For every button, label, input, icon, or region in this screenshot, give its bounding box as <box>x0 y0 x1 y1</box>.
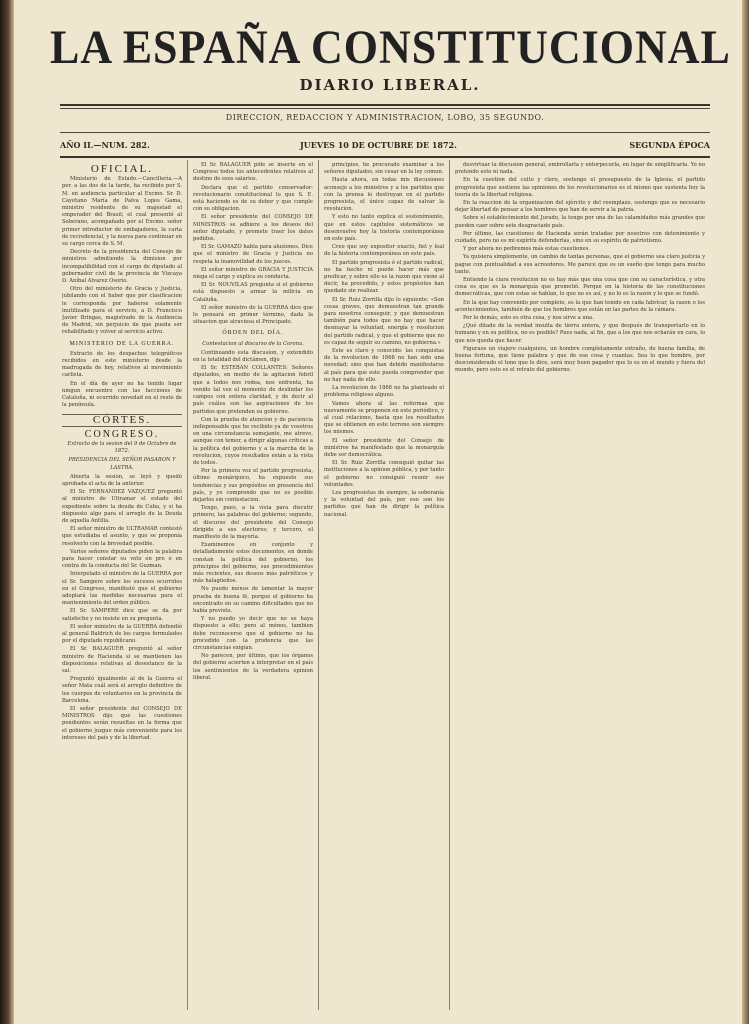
masthead <box>50 22 730 94</box>
article-paragraph: Este es claro y conocido: las conquistas de la revolucion de 1868 no han sido una novedad; sino que han debido manifestarse al país para que este pueda comprender que no hay nada de ello. <box>324 348 444 383</box>
section-subheading: Contestacion al discurso de la Corona. <box>202 340 304 347</box>
article-paragraph: ¿Qué ditado de la verdad insulta de tierra entera, y que después de transportarlo en lo humano y en su política, no es posible? Pues nada, al fin, que a los que nos echarán en cara, lo que nos queda que hacer. <box>455 323 705 344</box>
article-paragraph: El señor ministro de la GUERRA dice que lo pensará en primer término, dada la situacion que atraviesa el Principado. <box>193 304 313 326</box>
article-paragraph: Declara que el partido conservador-revolucionario constitucional lo que S. E. está haciendo es de su deber y que cumple con su obligacion. <box>193 184 313 213</box>
article-paragraph: Con la prueba de atencion y de paciencia indispensable que he recibido ya de vosotros en una circunstancia semejante, me atrevo, aunque con temor, a dirigir algunas críticas a la política del gobierno y a la marcha de la revolucion, cuyos resultados están a la vista de todos. <box>193 416 313 466</box>
article-paragraph: El señor presidente del Consejo de ministros ha manifestado que la monarquía debe ser democrática. <box>324 437 444 458</box>
article-paragraph: principios, he procurado examinar a los señores diputados, sin cesar en la ley comun. <box>324 162 444 176</box>
article-paragraph: Creo que soy expositor exacto, fiel y leal de la historia contemporánea en este país. <box>324 244 444 258</box>
masthead-rule-top <box>60 104 710 106</box>
address-rule <box>60 132 710 133</box>
section-subheading: Extracto de la sesion del 9 de Octubre de 1872. <box>67 440 177 455</box>
article-paragraph: El señor ministro de ULTRAMAR contestó que estudiaba el asunto, y que se proponía resolverlo con la brevedad posible. <box>62 526 182 547</box>
article-paragraph: El Sr. Ruiz Zorrilla consiguió quitar las instituciones a la opinion pública, y por tanto el gobierno no consiguió reunir sus voluntades. <box>324 460 444 488</box>
article-paragraph: En el día de ayer no ha tenido lugar ningun encuentro con las facciones de Cataluña, ni ocurrido novedad en el resto de la península. <box>62 380 182 409</box>
article-paragraph: El partido progresista ó el partido radical, no ha hecho ni puede hacer más que predicar, y sobre ello es la razon que viene al decir, ha procedido, y estos propósitos han quedado sin realizar. <box>324 259 444 295</box>
book-binding <box>0 0 14 1024</box>
article-paragraph: El Sr. BALAGUER preguntó al señor ministro de Hacienda si se mantienen las disposiciones relativas al desestanco de la sal. <box>62 646 182 674</box>
page-edge <box>742 0 749 1024</box>
text-column-1 <box>62 162 182 1012</box>
text-column-4 <box>455 162 705 1012</box>
text-column-3 <box>324 162 444 1012</box>
article-paragraph: El señor ministro de la GUERRA defendió al general Baldrich de los cargos formulados por el diputado republicano. <box>62 623 182 645</box>
article-paragraph: Ya quisiera simplemente, un cambio de tantas personas, que el gobierno sea claro justicia y pague con puntualidad a sus acreedores. Me parece que es un sueño que tengo para mucho tanto. <box>455 254 705 275</box>
article-paragraph: Figuraos un viajero cualquiera, un hombre completamente extraño, de buena familia, de buena fortuna, que tiene palabra y que de ese cosa y cuantas. Sea lo que hombre, por desconsiderado el tono que lo dice, será muy buen pagador que lo es en el mundo y fuera del mundo, pero esto es el retrato del gobierno. <box>455 345 705 374</box>
article-paragraph: El Sr. GAMAZO habla para alusiones. Dice que el ministro de Gracia y Justicia no respeta la inamovilidad de los jueces. <box>193 244 313 265</box>
article-paragraph: Tengo, pues, a la vista para discutir primero, las palabras del gobierno; segundo, el discurso del presidente del Consejo dirigido a sus electores; y tercero, el manifiesto de la mayoría. <box>193 505 313 540</box>
article-paragraph: Y no puedo yo decir que no se haya dispuesto a ello; pero al ménos, tambien debe reconocerse que el gobierno no ha procedido con la prudencia que las circunstancias exigían. <box>193 616 313 651</box>
article-paragraph: Hasta ahora, en todas mis discusiones aconsejo a los ministros y a los partidos que con la prensa lo destruyan en el partido progresista, el único capaz de salvar la revolucion. <box>324 177 444 213</box>
article-paragraph: Decreto de la presidencia del Consejo de ministros admitiendo la dimision por incompatibilidad con el cargo de diputado al gobernador civil de la provincia de Vizcaya D. Aníbal Alvarez Osorio. <box>62 249 182 285</box>
section-heading: MINISTERIO DE LA GUERRA. <box>69 340 175 347</box>
article-paragraph: Por último, las cuestiones de Hacienda serán tratadas por nosotros con detenimiento y cuidado, pero no es mi espíritu defenderlas, sino en su espíritu de patriotismo. <box>455 230 705 245</box>
article-paragraph: El señor presidente del CONSEJO DE MINISTROS se adhiere a los deseos del señor diputado, y promete traer los datos pedidos. <box>193 214 313 243</box>
article-paragraph: Extracto de los despachos telegráficos recibidos en este ministerio desde la madrugada de hoy, relativos al movimiento carlista. <box>62 350 182 379</box>
article-paragraph: El Sr. NOUVILAS pregunta si el gobierno está dispuesto a armar la milicia en Cataluña. <box>193 282 313 303</box>
article-paragraph: La revolucion de 1868 no ha planteado el problema religioso alguno. <box>324 385 444 399</box>
dateline <box>60 140 710 154</box>
article-paragraph: En la que hay convenido por completo, es la que han tenido en cada fabricar, la razon o los acontecimientos, también de que los hombres que están en las partes de la cámara. <box>455 299 705 313</box>
column-separator <box>187 160 188 1010</box>
article-paragraph: El Sr. ESTEBAN COLLANTES: Señores diputados, en medio de la agitacion febril que a todos nos rodea, nos enfrenta, ha venido tal vez el momento de deslindar los campos con entera claridad, y de decir al país cuáles son las aspiraciones de los partidos que pretenden su gobierno. <box>193 365 313 415</box>
article-paragraph: Sobre el establecimiento del Jurado, la tengo por una de las calamidades más grandes que pueden caer sobre este desgraciado país. <box>455 215 705 229</box>
article-paragraph: El Sr. Ruiz Zorrilla dijo lo siguiente: «Son cosas graves, que demuestran tan grande para nosotros conseguir, y que demuestran también para todos que no hay que hacer desmayar la voluntad, energía y resolucion del partido radical, y que el gobierno que no es capaz de seguir su camino, no gobierna.» <box>324 296 444 346</box>
article-paragraph: El señor ministro de GRACIA Y JUSTICIA niega el cargo y explica su conducta. <box>193 266 313 281</box>
article-paragraph: Preguntó igualmente al de la Guerra el señor Mata cuál será el arreglo definitivo de los cuerpos de voluntarios en la provincia de Barcelona. <box>62 676 182 704</box>
masthead-rule-thin <box>60 108 710 109</box>
article-paragraph: Por lo demás, esto es otra cosa, y nos sirve a una. <box>463 315 594 322</box>
section-heading: OFICIAL. <box>90 163 154 175</box>
dateline-rule <box>60 156 710 158</box>
article-paragraph: Interpelado el ministro de la GUERRA por el Sr. Sampere sobre los sucesos ocurridos en el Congreso, manifestó que el gobierno adoptará las medidas necesarias para el mantenimiento del orden público. <box>62 571 182 607</box>
article-paragraph: Varios señores diputados piden la palabra para hacer constar su voto en pro o en contra de la conducta del Sr. Guzman. <box>62 548 182 570</box>
article-paragraph: No puedo ménos de lamentar la mayor prueba de buena fé, porque el gobierno ha encontrado en su camino dificultades que no había previsto. <box>193 586 313 614</box>
edition-label: SEGUNDA ÉPOCA <box>629 140 710 150</box>
section-heading: CONGRESO. <box>84 428 160 440</box>
section-heading: CÓRTES. <box>62 414 182 427</box>
article-paragraph: Y por ahora no pediremos más estas cuestiones. <box>463 246 590 253</box>
newspaper-title: LA ESPAÑA CONSTITUCIONAL <box>50 20 731 74</box>
article-paragraph: El Sr. SAMPERE dice que se da por satisfecho y no insiste en su pregunta. <box>62 608 182 622</box>
section-heading: ÓRDEN DEL DÍA. <box>222 330 284 337</box>
address-line: DIRECCION, REDACCION Y ADMINISTRACION, LOBO, 35 SEGUNDO. <box>225 113 545 122</box>
article-paragraph: Vamos ahora al las reformas que nuevamente se proponen en este periódico, y al cual relaciono, hasta que los resultados que se obtienen en este terreno son siempre los mismos. <box>324 400 444 436</box>
column-separator <box>449 160 450 1010</box>
issue-date: JUEVES 10 DE OCTUBRE DE 1872. <box>300 140 457 150</box>
article-paragraph: El señor presidente del CONSEJO DE MINISTROS dijo que las cuestiones pendientes serán resueltas en la forma que el gobierno juzgue más conveniente para los intereses del país y de la libertad. <box>62 706 182 741</box>
article-paragraph: Por la primera vez el partido progresista, último monárquico, ha expuesto sus tendencias y sus propósitos en presencia del país, y yo comprendo que no es posible dejarlos sin contestacion. <box>193 468 313 503</box>
issue-number: AÑO II.—NUM. 282. <box>60 140 150 150</box>
column-separator <box>318 160 319 1010</box>
article-paragraph: Y esto no tanto explica el sostenimiento, que en estos capítulos sistemáticos se desenvuelve hoy la historia contemporánea en este país. <box>324 214 444 243</box>
article-paragraph: Continuando esta discusion, y extendido en la totalidad del dictámen, dijo <box>193 349 313 364</box>
text-column-2 <box>193 162 313 1012</box>
article-paragraph: El Sr. FERNANDEZ VAZQUEZ preguntó al ministro de Ultramar el estado del expediente sobre la deuda de Cuba, y si ha dispuesto algo para el arreglo de la Deuda de aquella Antilla. <box>62 489 182 524</box>
article-paragraph: Entiendo la clara revolucion no es hay más que una cosa que con su característica, y otra cosa es que es la monarquía que prometió. Porque en la historia de las constituciones democráticas, que con estas se hablan, lo que no es así, y no lo es la razon y lo que se fundó. <box>455 277 705 298</box>
article-paragraph: Examinemos en conjunto y detalladamente estos documentos, en donde constan la política del gobierno, los principios del gobierno, sus procedimientos más recientes, sus deseos más patrióticos y más halagüeños. <box>193 542 313 585</box>
newspaper-subtitle: DIARIO LIBERAL. <box>299 76 481 94</box>
article-paragraph: No parecen, por último, que los órganos del gobierno acierten a interpretar en el país los sentimientos de la verdadera opinion liberal. <box>193 653 313 681</box>
article-paragraph: El Sr. BALAGUER pide se inserte en el Congreso todos los antecedentes relativos al destino de esos salarios. <box>193 162 313 183</box>
article-paragraph: Otro del ministerio de Gracia y Justicia, jubilando con el haber que por clasificacion le corresponda por haberse solamente inutilizado para el servicio, a D. Francisco Javier Bringas, magistrado de la Audiencia de Madrid, sin perjuicio de que pueda ser rehabilitado y volver al servicio activo. <box>62 286 182 336</box>
article-paragraph: desvirtuar la discusion general, embrollarla y entorpecerla, en lugar de simplificarla. Yo no pretendo esto ni nada. <box>455 162 705 176</box>
article-paragraph: Abierta la sesion, se leyó y quedó aprobada el acta de la anterior. <box>62 473 182 487</box>
article-paragraph: Los progresistas de siempre, la soberanía y la voluntad del país, por eso son los partidos que han de dirigir la política nacional. <box>324 489 444 518</box>
section-subheading: PRESIDENCIA DEL SEÑOR PASARON Y LASTRA. <box>68 457 176 471</box>
article-paragraph: Ministerio de Estado.—Cancillería.—A per. a las dos de la tarde, ha recibido por S. M. en audiencia particular al Excmo. Sr. D. Cayetano María de Palva Lopes Gama, ministro residente de su majestad el emperador del Brasil; el cual presentó al Soberano, acompañado por el Excmo. señor primer introductor de embajadores, la carta de recredencial, y la nueva para continuar en su cargo cerca de S. M. <box>62 176 182 248</box>
article-paragraph: En la reaccion de la organizacion del ejército y del reemplazo, sostengo que es necesario dejar libertad de pensar a los hombres que han de servir a la patria. <box>455 200 705 214</box>
article-paragraph: En la cuestion del culto y clero, sostengo el presupuesto de la Iglesia; el partido progresista que sostiene las opiniones de los revolucionarios es el mismo que sustenta hoy la teoría de la libertad religiosa. <box>455 177 705 198</box>
